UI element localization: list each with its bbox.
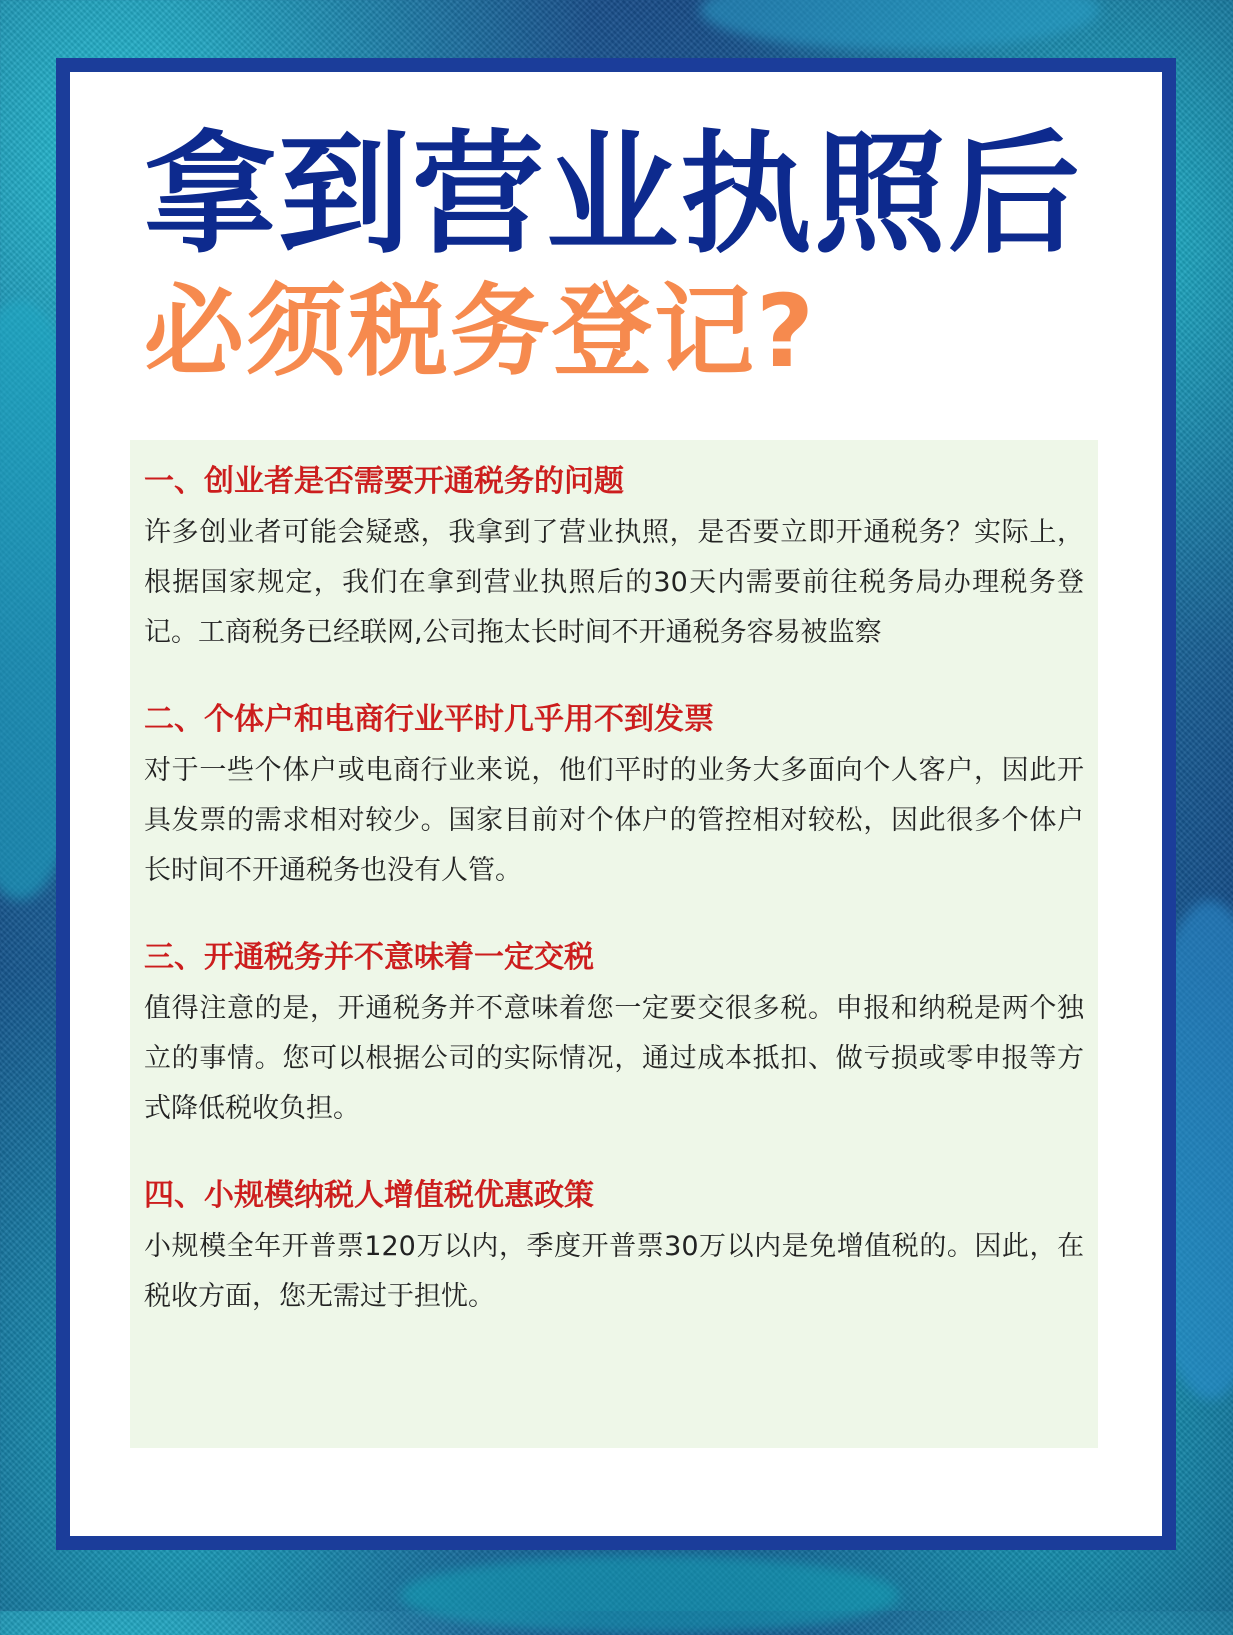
section-body: 许多创业者可能会疑惑，我拿到了营业执照，是否要立即开通税务？实际上，根据国家规定，我们在拿到营业执照后的30天内需要前往税务局办理税务登记。工商税务已经联网,公司拖太长时间不开通税务容易被监察	[144, 517, 1084, 648]
section-2	[144, 696, 1084, 896]
section-body: 对于一些个体户或电商行业来说，他们平时的业务大多面向个人客户，因此开具发票的需求相对较少。国家目前对个体户的管控相对较松，因此很多个体户长时间不开通税务也没有人管。	[144, 755, 1084, 886]
section-heading: 三、开通税务并不意味着一定交税	[144, 940, 594, 975]
page-subtitle: 必须税务登记?	[144, 273, 817, 390]
section-heading: 四、小规模纳税人增值税优惠政策	[144, 1178, 594, 1213]
section-4	[144, 1172, 1084, 1322]
content-panel	[130, 440, 1098, 1448]
section-heading: 二、个体户和电商行业平时几乎用不到发票	[144, 702, 714, 737]
page-title: 拿到营业执照后	[144, 118, 1082, 272]
background-texture-4	[700, 0, 1100, 50]
section-1	[144, 458, 1084, 658]
section-body: 值得注意的是，开通税务并不意味着您一定要交很多税。申报和纳税是两个独立的事情。您可以根据公司的实际情况，通过成本抵扣、做亏损或零申报等方式降低税收负担。	[144, 993, 1084, 1124]
section-heading: 一、创业者是否需要开通税务的问题	[144, 464, 624, 499]
poster-card	[56, 58, 1176, 1550]
section-3	[144, 934, 1084, 1134]
background-texture-3	[400, 1555, 900, 1635]
section-body: 小规模全年开普票120万以内，季度开普票30万以内是免增值税的。因此，在税收方面，您无需过于担忧。	[144, 1231, 1084, 1312]
